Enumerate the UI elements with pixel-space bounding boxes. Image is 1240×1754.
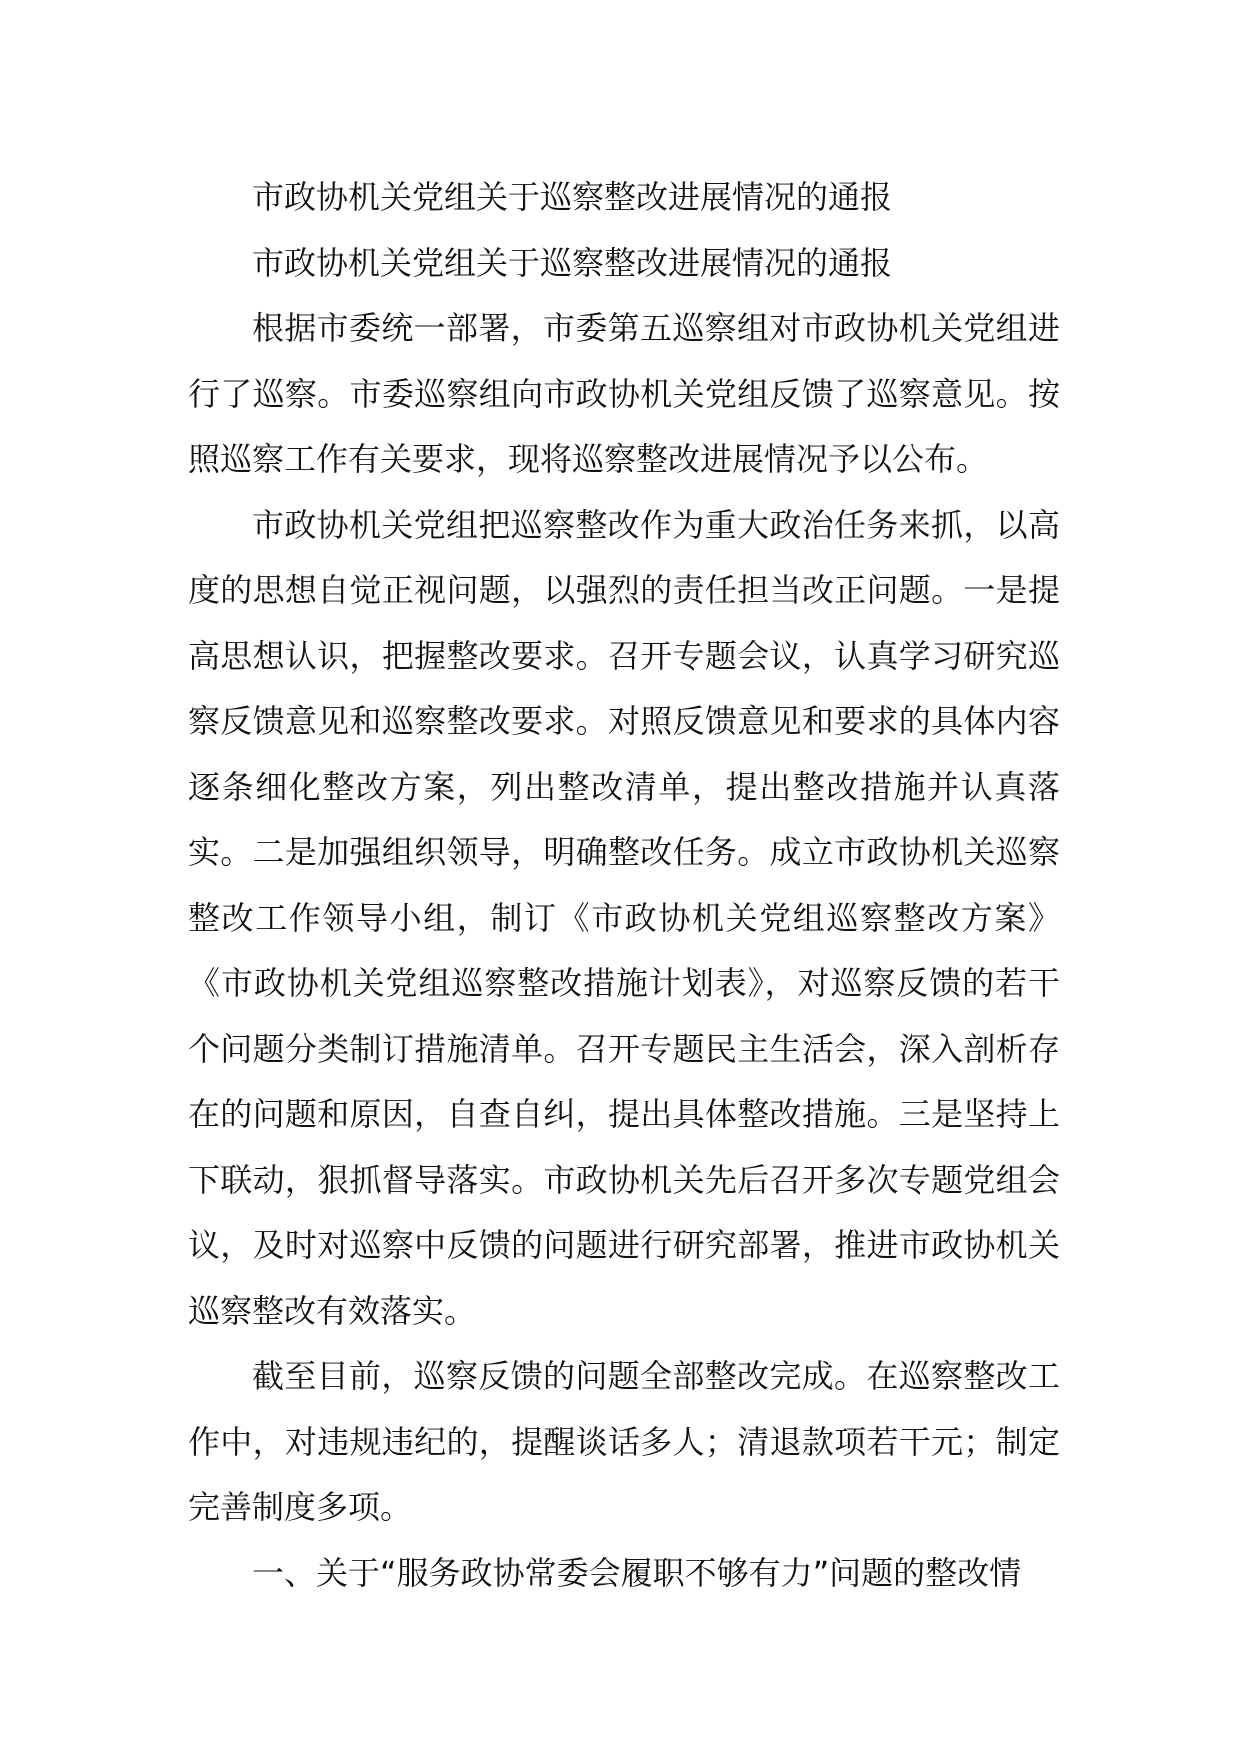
section-heading-1: 一、关于“服务政协常委会履职不够有力”问题的整改情: [252, 1553, 1022, 1592]
paragraph-results: 截至目前，巡察反馈的问题全部整改完成。在巡察整改工作中，对违规违纪的，提醒谈话多人；清退款项若干元；制定完善制度多项。: [188, 1357, 1060, 1526]
document-title-repeat: 市政协机关党组关于巡察整改进展情况的通报: [252, 243, 893, 282]
document-body: [188, 165, 1060, 1606]
document-title: 市政协机关党组关于巡察整改进展情况的通报: [252, 178, 893, 216]
paragraph-measures: 市政协机关党组把巡察整改作为重大政治任务来抓，以高度的思想自觉正视问题，以强烈的责任担当改正问题。一是提高思想认识，把握整改要求。召开专题会议，认真学习研究巡察反馈意见和巡察整改要求。对照反馈意见和要求的具体内容逐条细化整改方案，列出整改清单，提出整改措施并认真落实。二是加强组织领导，明确整改任务。成立市政协机关巡察整改工作领导小组，制订《市政协机关党组巡察整改方案》《市政协机关党组巡察整改措施计划表》，对巡察反馈的若干个问题分类制订措施清单。召开专题民主生活会，深入剖析存在的问题和原因，自查自纠，提出具体整改措施。三是坚持上下联动，狠抓督导落实。市政协机关先后召开多次专题党组会议，及时对巡察中反馈的问题进行研究部署，推进市政协机关巡察整改有效落实。: [188, 505, 1060, 1330]
paragraph-intro: 根据市委统一部署，市委第五巡察组对市政协机关党组进行了巡察。市委巡察组向市政协机关党组反馈了巡察意见。按照巡察工作有关要求，现将巡察整改进展情况予以公布。: [188, 309, 1060, 478]
